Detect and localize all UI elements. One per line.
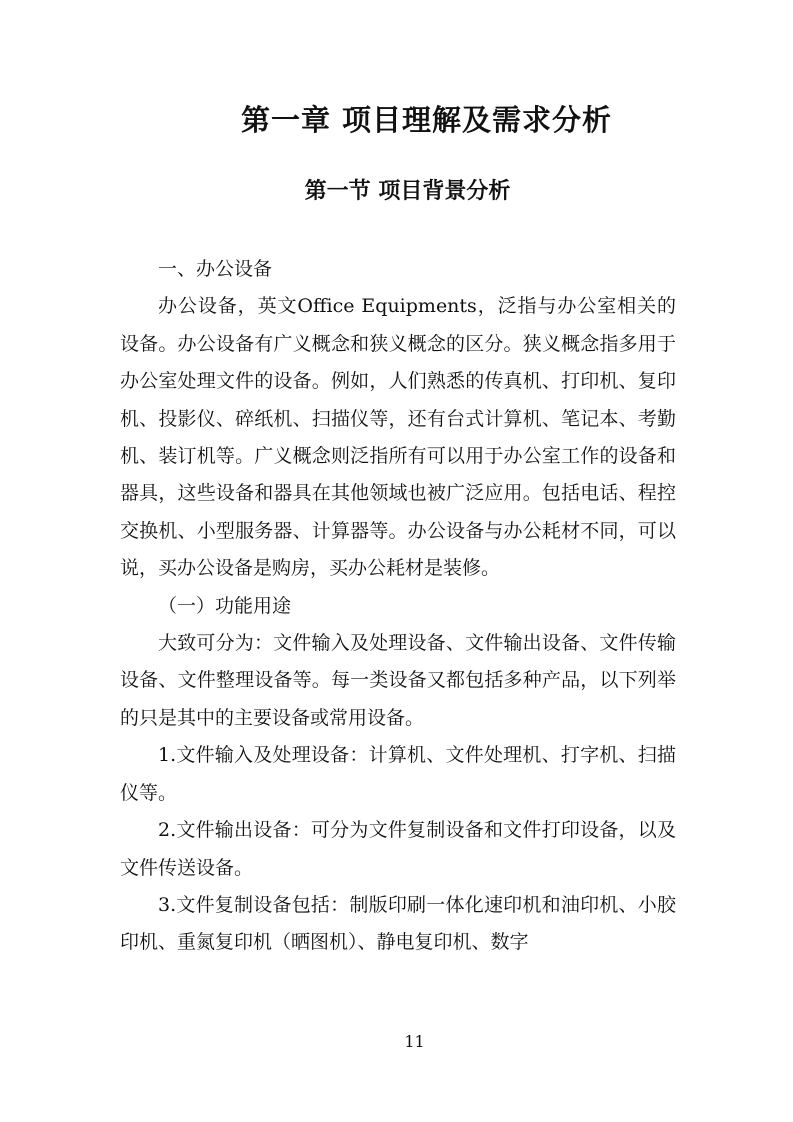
paragraph-categories: 大致可分为：文件输入及处理设备、文件输出设备、文件传输设备、文件整理设备等。每一类设备又都包括多种产品，以下列举的只是其中的主要设备或常用设备。 [120, 632, 676, 729]
subheading-office-equipment: 一、办公设备 [158, 258, 273, 280]
chapter-title: 第一章 项目理解及需求分析 [240, 103, 613, 137]
list-item-copy-devices: 3.文件复制设备包括：制版印刷一体化速印机和油印机、小胶印机、重氮复印机（晒图机）、静电复印机、数字 [120, 893, 676, 954]
section-title: 第一节 项目背景分析 [304, 178, 511, 204]
page-number: 11 [404, 1032, 425, 1051]
document-body [120, 251, 676, 962]
subheading-function-usage: （一）功能用途 [158, 594, 292, 617]
list-item-input-devices: 1.文件输入及处理设备：计算机、文件处理机、打字机、扫描仪等。 [120, 744, 676, 804]
paragraph-definition: 办公设备，英文Office Equipments，泛指与办公室相关的设备。办公设备有广义概念和狭义概念的区分。狭义概念指多用于办公室处理文件的设备。例如，人们熟悉的传真机、打印机、复印机、投影仪、碎纸机、扫描仪等，还有台式计算机、笔记本、考勤机、装订机等。广义概念则泛指所有可以用于办公室工作的设备和器具，这些设备和器具在其他领域也被广泛应用。包括电话、程控交换机、小型服务器、计算器等。办公设备与办公耗材不同，可以说，买办公设备是购房，买办公耗材是装修。 [120, 295, 676, 580]
list-item-output-devices: 2.文件输出设备：可分为文件复制设备和文件打印设备，以及文件传送设备。 [120, 819, 676, 879]
